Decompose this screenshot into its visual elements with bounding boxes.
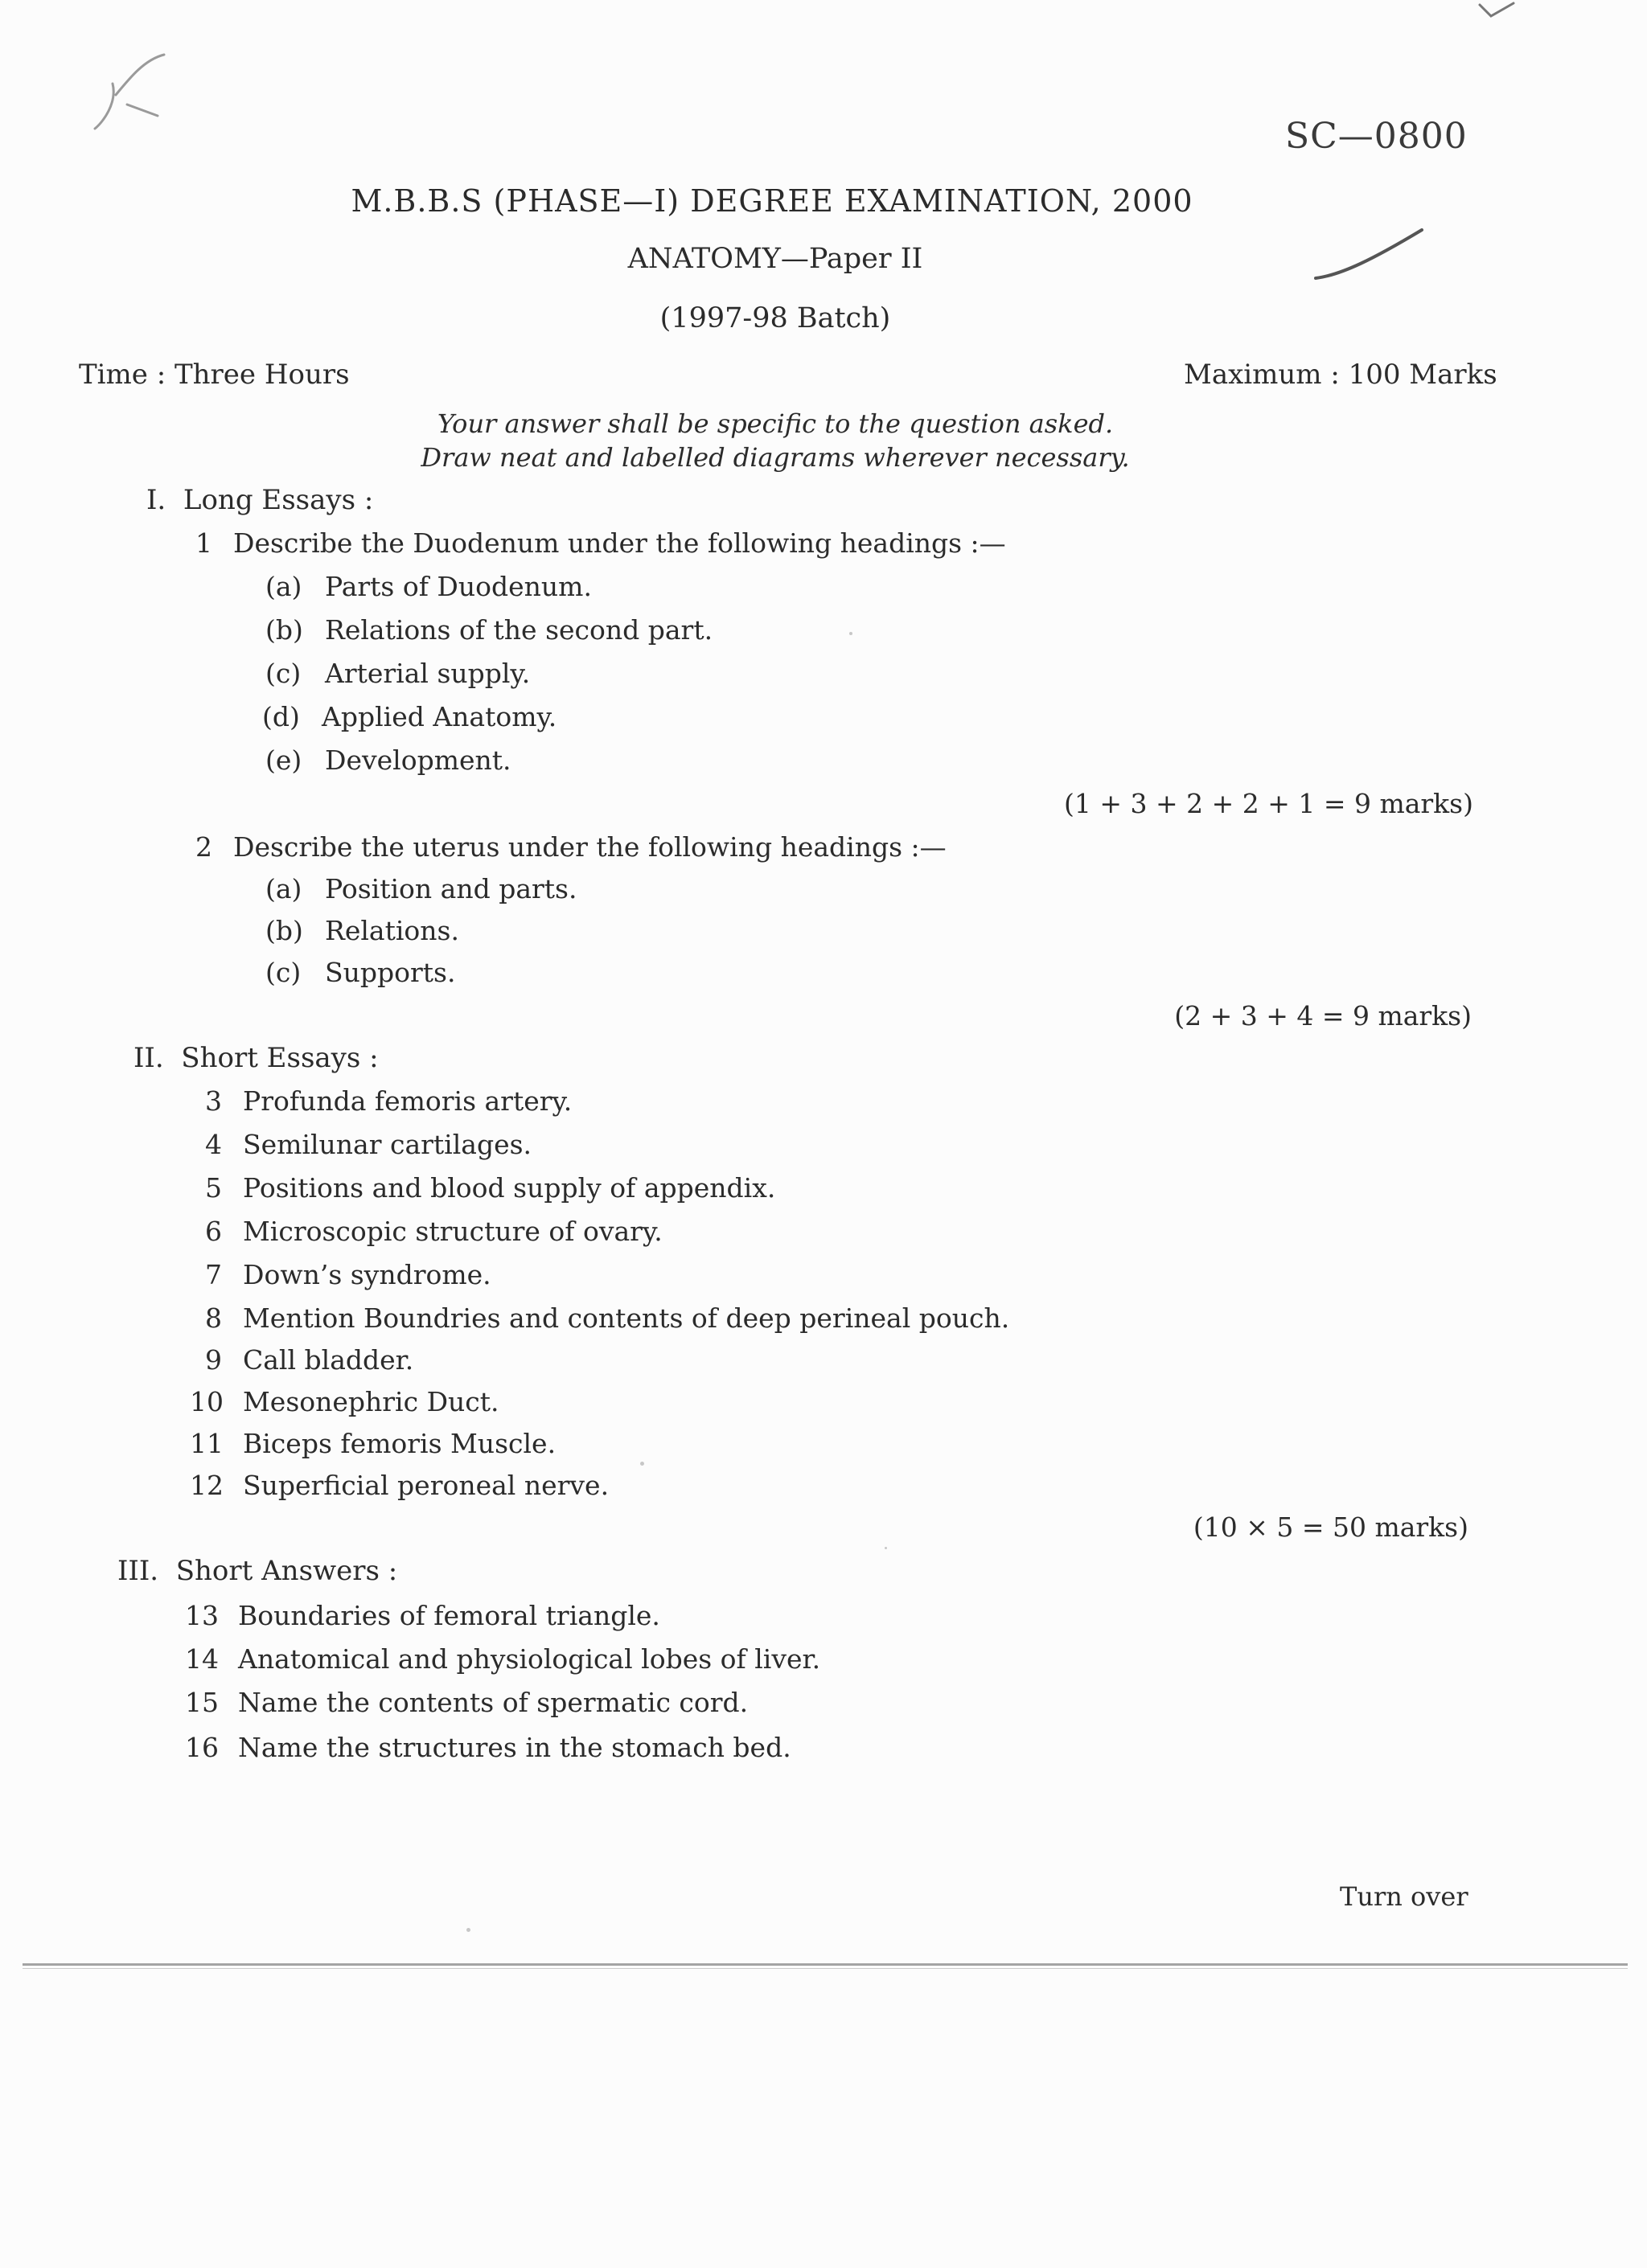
sub-item-text: Position and parts. [325,873,577,904]
sub-item [265,957,455,988]
question-number: 2 [195,831,212,863]
section-numeral: II. [133,1042,164,1074]
sub-item-label: (d) [262,701,300,732]
sub-item-text: Development. [325,744,511,776]
sub-item-label: (b) [265,915,303,946]
sub-item-label: (a) [265,571,302,602]
sub-item [265,873,577,904]
scan-speck [849,632,852,635]
question-row [185,1732,791,1763]
question-row [180,831,947,863]
question-number: 9 [205,1344,222,1376]
sub-item [265,744,511,776]
question-text: Mesonephric Duct. [243,1386,499,1417]
page-edge-rule-shadow [23,1968,1628,1969]
page-edge-rule [23,1963,1628,1966]
section-title: Short Answers : [175,1555,398,1587]
question-text: Superficial peroneal nerve. [243,1470,610,1501]
question-number: 10 [190,1386,224,1417]
scan-speck [466,1928,470,1932]
sub-item-text: Supports. [325,957,456,988]
section-numeral: III. [117,1555,159,1587]
question-row [190,1129,532,1160]
instruction-line: Your answer shall be specific to the question asked. [437,408,1114,439]
question-text: Boundaries of femoral triangle. [238,1600,660,1631]
question-row [190,1386,499,1417]
question-row [190,1085,572,1117]
section-heading [133,1042,379,1074]
marks-allocation: (1 + 3 + 2 + 2 + 1 = 9 marks) [1063,788,1473,819]
sub-item [265,915,459,946]
question-number: 13 [185,1600,219,1631]
sub-item [265,614,713,646]
question-text: Profunda femoris artery. [243,1085,573,1117]
section-title: Short Essays : [181,1042,379,1074]
sub-item [265,658,530,689]
scan-speck [885,1547,887,1549]
pen-mark-icon [80,45,177,133]
paper-subtitle: ANATOMY—Paper II [627,243,923,275]
scan-speck [640,1462,644,1466]
question-text: Microscopic structure of ovary. [243,1216,663,1247]
question-number: 16 [185,1732,219,1763]
turn-over-label: Turn over [1340,1881,1468,1912]
question-number: 14 [185,1643,219,1675]
question-text: Mention Boundries and contents of deep perineal pouch. [243,1302,1010,1334]
question-row [185,1643,820,1675]
sub-item-label: (c) [265,658,302,689]
section-heading [146,484,373,516]
question-text: Name the contents of spermatic cord. [238,1687,749,1718]
question-text: Semilunar cartilages. [243,1129,532,1160]
question-row [180,527,1006,559]
question-number: 7 [205,1259,222,1290]
question-number: 3 [205,1085,222,1117]
question-row [190,1470,609,1501]
question-row [190,1428,556,1459]
question-number: 6 [205,1216,222,1247]
question-text: Biceps femoris Muscle. [243,1428,557,1459]
question-number: 5 [205,1172,222,1204]
sub-item-text: Parts of Duodenum. [325,571,592,602]
marks-allocation: (2 + 3 + 4 = 9 marks) [1174,1000,1472,1031]
question-number: 4 [205,1129,222,1160]
question-text: Name the structures in the stomach bed. [238,1732,791,1763]
exam-title: M.B.B.S (PHASE—I) DEGREE EXAMINATION, 2000 [351,183,1193,219]
question-number: 8 [205,1302,222,1334]
sub-item [262,701,557,732]
batch-label: (1997-98 Batch) [659,302,891,334]
question-text: Describe the uterus under the following headings :— [233,831,947,863]
section-title: Long Essays : [183,484,374,516]
time-label: Time : Three Hours [79,359,350,391]
question-row [190,1344,413,1376]
question-text: Anatomical and physiological lobes of liver. [238,1643,821,1675]
question-number: 15 [185,1687,219,1718]
sub-item-text: Arterial supply. [325,658,531,689]
sub-item-label: (c) [265,957,302,988]
question-row [190,1216,663,1247]
sub-item [265,571,592,602]
marks-allocation: (10 × 5 = 50 marks) [1193,1511,1468,1543]
question-row [190,1259,491,1290]
sub-item-text: Relations of the second part. [325,614,713,646]
paper-code: SC—0800 [1285,116,1468,157]
question-row [185,1687,748,1718]
max-marks-label: Maximum : 100 Marks [1184,359,1497,391]
question-text: Call bladder. [243,1344,414,1376]
question-row [190,1172,775,1204]
question-text: Describe the Duodenum under the following headings :— [233,527,1006,559]
section-numeral: I. [146,484,166,516]
section-heading [117,1555,397,1587]
question-text: Positions and blood supply of appendix. [243,1172,776,1204]
sub-item-label: (b) [265,614,303,646]
question-row [185,1600,660,1631]
sub-item-text: Applied Anatomy. [322,701,557,732]
instruction-line: Draw neat and labelled diagrams wherever necessary. [421,442,1130,473]
question-number: 11 [190,1428,224,1459]
question-row [190,1302,1009,1334]
sub-item-text: Relations. [325,915,459,946]
question-number: 1 [195,527,212,559]
question-number: 12 [190,1470,224,1501]
question-text: Down’s syndrome. [243,1259,491,1290]
sub-item-label: (a) [265,873,302,904]
sub-item-label: (e) [265,744,302,776]
corner-mark-icon [1464,0,1528,24]
